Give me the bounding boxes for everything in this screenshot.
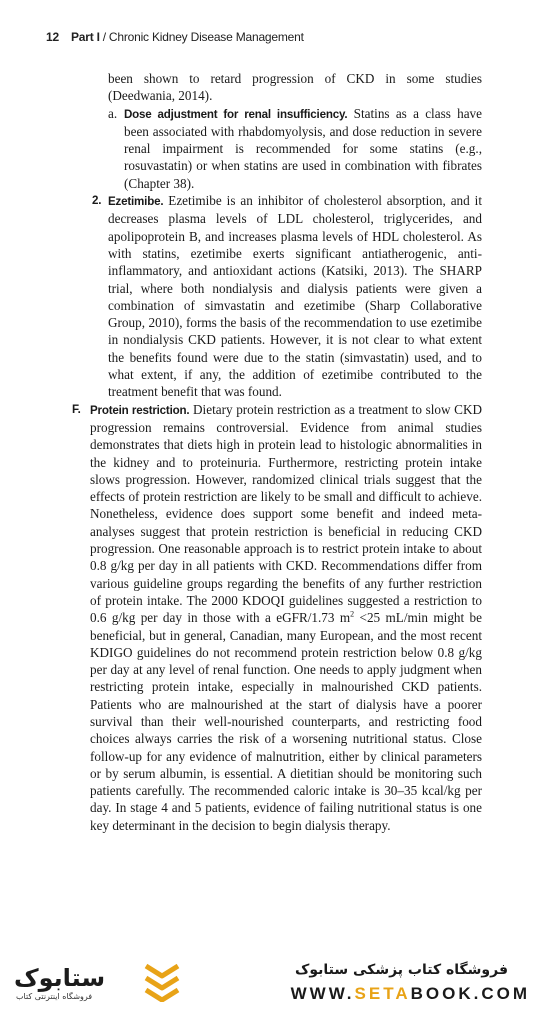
list-item-2 — [70, 192, 482, 401]
item-2-text: Ezetimibe is an inhibitor of cholesterol absorption, and it decreases plasma levels of LDL cholesterol, triglycerides, and apolipoprotein B, and increases plasma levels of HDL cholesterol. As with statins, ezetimibe exerts significant antiatherogenic, anti-inflammatory, and antioxidant actions (Katsiki, 2013). The SHARP trial, where both nondialysis and dialysis patients were given a combination of simvastatin and ezetimibe (Sharp Collaborative Group, 2010), forms the basis of the recommendation to use ezetimibe in nondialysis CKD patients. However, it is not clear to what extent the benefits found were due to the statin (simvastatin) used, and to what extent, if any, the addition of ezetimibe contributed to the treatment benefit that was found. — [108, 193, 482, 400]
item-f-text-1: Dietary protein restriction as a treatment to slow CKD progression remains controversial. Evidence from animal studies demonstrates that diets high in protein lead to histologic abnormalities in the kidney and to proteinuria. Furthermore, restricting protein intake slows progression. However, randomized clinical trials suggest that the effects of protein restriction are likely to be small and difficult to achieve. Nonetheless, evidence does support some benefit and indeed meta-analyses suggest that protein restriction is beneficial in reducing CKD progression. One reasonable approach is to restrict protein intake to about 0.8 g/kg per day in all patients with CKD. Recommendations differ from various guideline groups regarding the benefits of any further restriction of protein intake. The 2000 KDOQI guidelines suggested a restriction to 0.6 g/kg per day in those with a eGFR/1.73 m — [90, 401, 482, 626]
footer-banner — [0, 950, 542, 1012]
list-item-a — [70, 105, 482, 192]
setabook-logo — [14, 956, 184, 1006]
item-f-text-2: <25 mL/min might be beneficial, but in general, Canadian, many European, and the most recent KDIGO guidelines do not recommend protein restriction below 0.8 g/kg per day at any level of renal function. One needs to apply judgment when restricting protein intake, especially in malnourished CKD patients. Patients who are malnourished at the start of dialysis have a poorer survival than their well-nourished counterparts, and restricting food choices always carries the risk of a worsening nutritional status. Close follow-up for any evidence of malnutrition, either by clinical parameters or by serum albumin, is essential. A dietitian should be monitoring such patients carefully. The recommended caloric intake is 30–35 kcal/kg per day. In stage 4 and 5 patients, evidence of failing nutritional status is one key determinant in the decision to begin dialysis therapy. — [90, 610, 482, 833]
store-name: فروشگاه کتاب پزشکی ستابوک — [295, 962, 508, 978]
logo-name: ستابوک — [14, 964, 106, 992]
page-body — [70, 70, 482, 834]
item-a-label: a. — [108, 105, 118, 121]
running-head — [46, 30, 304, 44]
item-f-heading: Protein restriction. — [90, 403, 190, 417]
part-label: Part I — [70, 30, 100, 44]
header-separator: / — [102, 30, 106, 44]
url-suffix: BOOK.COM — [410, 984, 530, 1003]
store-url[interactable] — [291, 984, 530, 1004]
list-item-f — [70, 401, 482, 834]
url-highlight: SETA — [354, 984, 411, 1003]
item-a-text: Statins as a class have been associated with rhabdomyolysis, and dose reduction in severe renal impairment is recommended for some statins (e.g., rosuvastatin) or when statins are used in combination with fibrates (Chapter 38). — [124, 105, 482, 191]
chapter-title: Chronic Kidney Disease Management — [108, 30, 304, 44]
item-a-heading: Dose adjustment for renal insufficiency. — [124, 107, 348, 121]
logo-tagline: فروشگاه اینترنتی کتاب — [16, 992, 93, 1001]
intro-continuation: been shown to retard progression of CKD in some studies (Deedwania, 2014). — [108, 71, 482, 104]
chevron-stack-icon — [142, 960, 182, 1002]
url-prefix: WWW. — [290, 984, 355, 1003]
item-2-label: 2. — [92, 194, 102, 208]
item-f-superscript: 2 — [350, 609, 355, 619]
item-f-label: F. — [72, 402, 81, 416]
item-2-heading: Ezetimibe. — [108, 195, 164, 209]
page-number: 12 — [46, 30, 59, 44]
